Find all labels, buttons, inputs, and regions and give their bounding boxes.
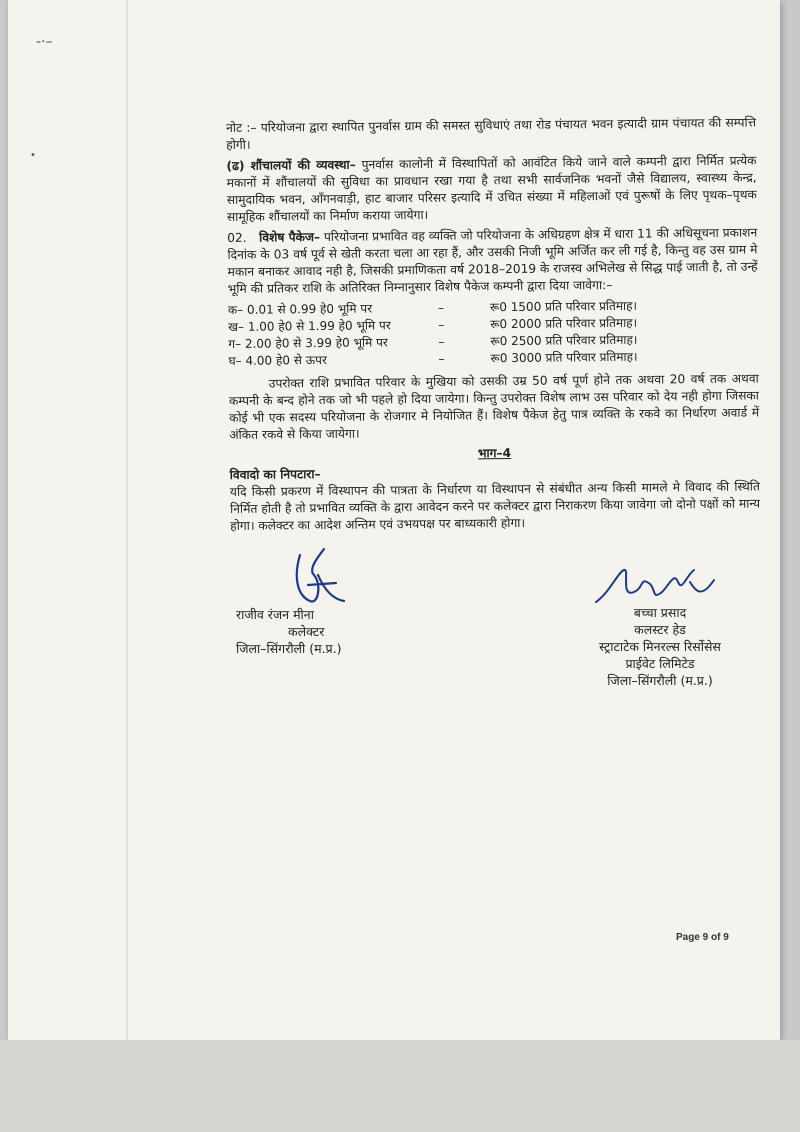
- dot-mark: •: [30, 150, 36, 161]
- item-number: 02.: [227, 230, 247, 245]
- package-range: ग– 2.00 हे0 से 3.99 हे0 भूमि पर: [228, 335, 388, 351]
- package-range: घ– 4.00 हे0 से ऊपर: [228, 352, 327, 368]
- signatory-right-name: बच्चा प्रसाद: [633, 605, 687, 620]
- note-paragraph: नोट :– परियोजना द्वारा स्थापित पुनर्वास ग्राम की समस्त सुविधाएं तथा रोड पंचायत भवन इत्यादी ग्राम पंचायत की सम्पत्ति होगी।: [226, 115, 757, 152]
- package-amount: रू0 2000 प्रति परिवार प्रतिमाह।: [490, 315, 638, 332]
- special-package-label: विशेष पैकेज–: [259, 230, 321, 245]
- signatory-right-company-1: स्ट्राटाटेक मिनरल्स रिर्सोसेस: [599, 639, 721, 654]
- signatory-right-title: कलस्टर हेड: [634, 622, 686, 637]
- page-fold-line: [126, 0, 128, 1040]
- package-range: क– 0.01 से 0.99 हे0 भूमि पर: [227, 301, 373, 317]
- signatory-right-company-2: प्राईवेट लिमिटेड: [625, 656, 695, 671]
- part-heading-text: भाग–4: [477, 446, 512, 461]
- package-amount: रू0 3000 प्रति परिवार प्रतिमाह।: [490, 349, 638, 366]
- signatory-left-title: कलेक्टर: [288, 624, 325, 639]
- signatory-right: [560, 604, 760, 689]
- toilet-text: पुनर्वास कालोनी में विस्थापितों को आवंटित किये जाने वाले कम्पनी द्वारा निर्मित प्रत्येक मकानों में शौंचालयों की सुविधा का प्रावधान रखा गया है तथा सभी सार्वजनिक भवनों जैसे विद्यालय, स्वास्थ्य केन्द्र, सामुदायिक भवन, आँगनवाड़ी, हाट बाजार परिसर इत्यादि में उचित संख्या में महिलाओं एवं पुरूषों के लिए पृथक–पृथक सामूहिक शौंचालयों का निर्माण कराया जायेगा।: [226, 153, 757, 224]
- toilet-label: (ढ) शौंचालयों की व्यवस्था–: [226, 157, 356, 173]
- signature-left-image: [288, 545, 348, 615]
- package-table: [228, 296, 759, 370]
- scan-background: [0, 1040, 800, 1132]
- special-package-paragraph: [227, 224, 758, 298]
- document-body: [226, 114, 760, 539]
- package-amount: रू0 1500 प्रति परिवार प्रतिमाह।: [489, 298, 638, 315]
- special-package-text: परियोजना प्रभावित वह व्यक्ति जो परियोजना के अधिग्रहण क्षेत्र में धारा 11 की अधिसूचना प्रकाशन दिनांक के 03 वर्ष पूर्व से खेती करता चला आ रहा हैं, और उसकी निजी भूमि अर्जित कर ली गई है, किन्तु वह उस ग्राम मे मकान बनाकर आवाद नही है, जिसकी प्रमाणिकता वर्ष 2018–2019 के राजस्व अभिलेख से सिद्ध पाई जाती है, तो उन्हें भूमि की प्रतिकर राशि के अतिरिक्त निम्नानुसार विशेष पैकेज कम्पनी द्वारा दिया जावेगा:–: [227, 225, 758, 296]
- package-dash: –: [438, 334, 445, 349]
- dispute-heading: विवादो का निपटारा–: [229, 467, 321, 482]
- signatory-left: [236, 606, 396, 657]
- package-dash: –: [437, 300, 445, 315]
- package-dash: –: [438, 317, 445, 332]
- package-followup-paragraph: उपरोक्त राशि प्रभावित परिवार के मुखिया को उसकी उम्र 50 वर्ष पूर्ण होने तक अथवा 20 वर्ष तक अथवा कम्पनी के बन्द होने तक जो भी पहले हो दिया जायेगा। किन्तु उपरोक्त विशेष लाभ उस परिवार को देय नही होगा जिसका कोई भी एक सदस्य परियोजना के रोजगार मे नियोजित हैं। विशेष पैकेज हेतु पात्र व्यक्ति के रकवे का निर्धारण अवार्ड में अंकित रकवे से किया जायेगा।: [228, 371, 760, 442]
- page-number: Page 9 of 9: [676, 932, 729, 943]
- signatory-left-name: राजीव रंजन मीना: [236, 607, 314, 622]
- package-amount: रू0 2500 प्रति परिवार प्रतिमाह।: [490, 332, 638, 349]
- signatory-right-place: जिला–सिंगरौली (म.प्र.): [607, 673, 713, 688]
- signatory-left-place: जिला–सिंगरौली (म.प्र.): [236, 641, 342, 656]
- package-range: ख– 1.00 हे0 से 1.99 हे0 भूमि पर: [228, 318, 391, 334]
- dispute-paragraph: यदि किसी प्रकरण में विस्थापन की पात्रता के निर्धारण या विस्थापन से संबंधीत अन्य किसी मामले मे विवाद की स्थिति निर्मित होती है तो प्रभावित व्यक्ति के द्वारा आवेदन करने पर कलेक्टर द्वारा निराकरण किया जावेगा जो दोनो पक्षों को मान्य होगा। कलेक्टर का आदेश अन्तिम एवं उभयपक्ष पर बाध्यकारी होगा।: [229, 479, 761, 533]
- toilet-paragraph: [226, 152, 757, 226]
- punch-hole-mark: -·–: [36, 34, 53, 50]
- package-dash: –: [438, 351, 445, 366]
